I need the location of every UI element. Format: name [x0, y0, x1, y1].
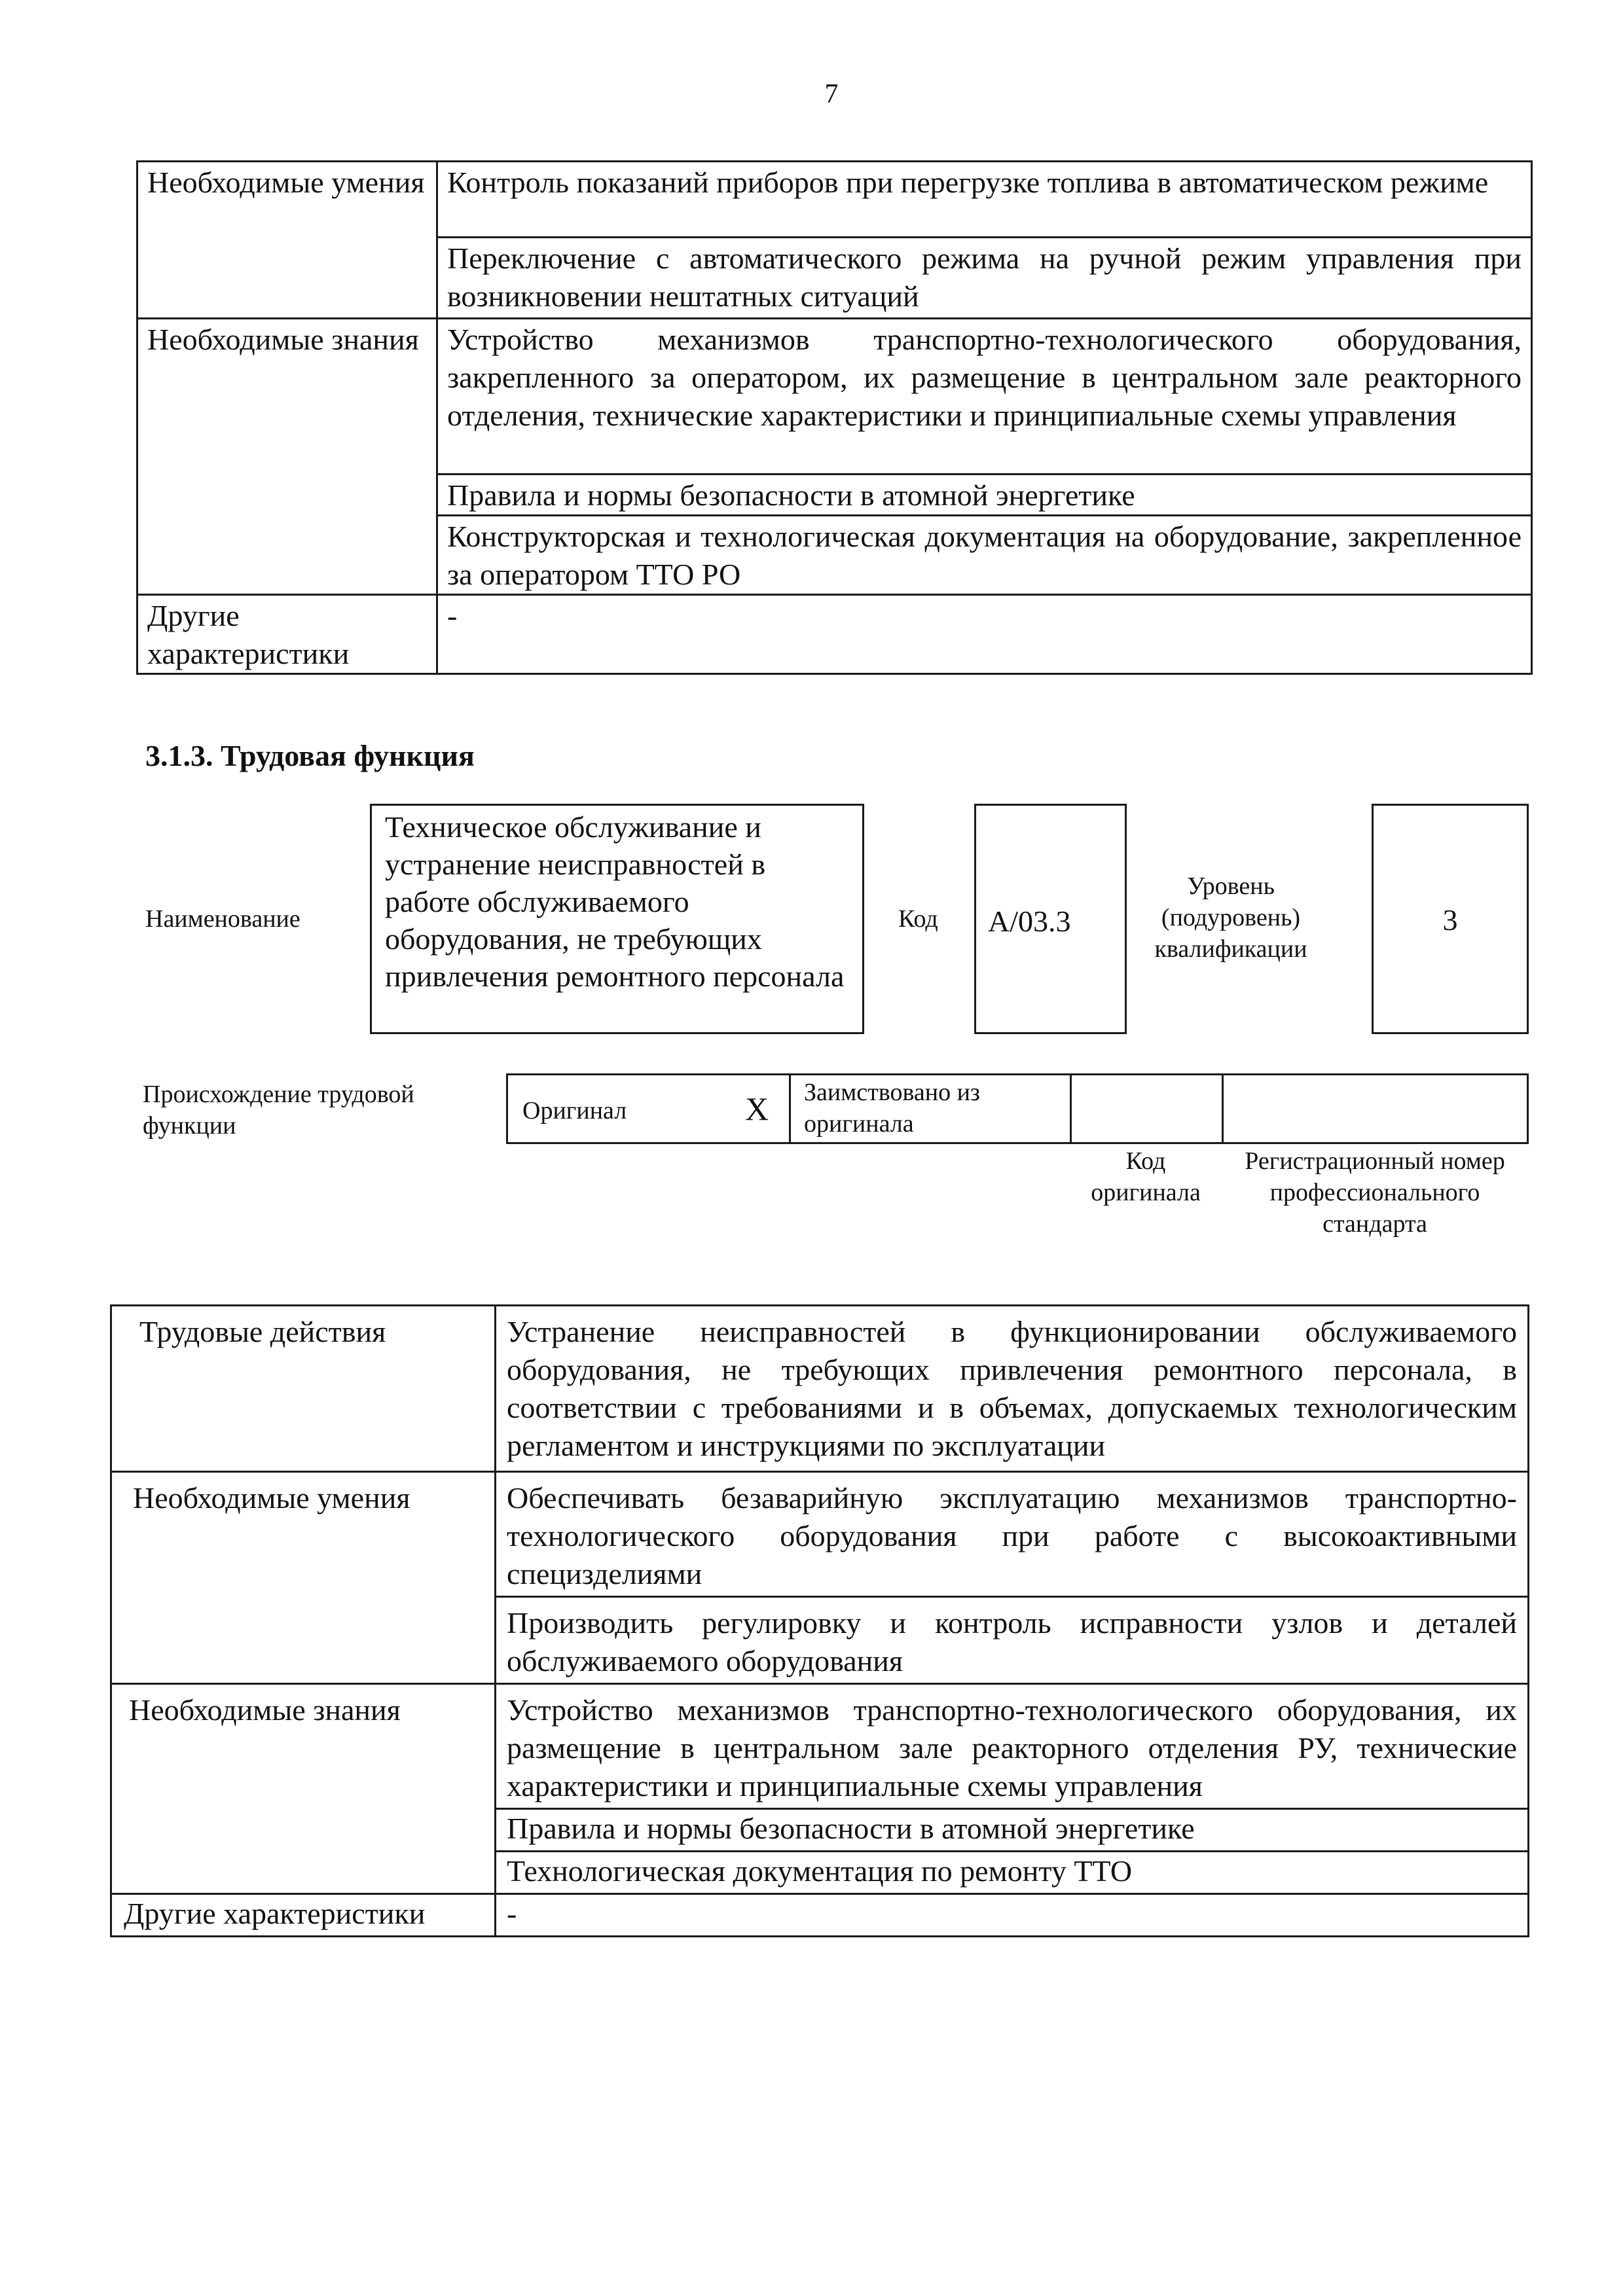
row-item: Технологическая документация по ремонту ТТО — [496, 1852, 1529, 1894]
row-item: Устройство механизмов транспортно-технологического оборудования, закрепленного за оператором, их размещение в центральном зале реакторного отделения, технические характеристики и принципиальные схемы управления — [437, 319, 1532, 475]
table-row — [137, 319, 1532, 475]
row-item: Устройство механизмов транспортно-технологического оборудования, их размещение в центральном зале реакторного отделения РУ, технические характеристики и принципиальные схемы управления — [496, 1684, 1529, 1809]
row-item: Правила и нормы безопасности в атомной энергетике — [496, 1809, 1529, 1852]
origin-reg-cell — [1222, 1073, 1529, 1144]
row-label: Необходимые знания — [111, 1684, 496, 1894]
row-item: Контроль показаний приборов при перегрузке топлива в автоматическом режиме — [437, 162, 1532, 238]
table-row — [111, 1472, 1529, 1597]
function-name: Техническое обслуживание и устранение неисправностей в работе обслуживаемого оборудования, не требующих привлечения ремонтного персонала — [385, 810, 845, 993]
level-value: 3 — [1442, 903, 1458, 937]
row-item: Обеспечивать безаварийную эксплуатацию механизмов транспортно-технологического оборудования при работе с высокоактивными специзделиями — [496, 1472, 1529, 1597]
name-label: Наименование — [145, 905, 301, 933]
bottom-requirements-table — [110, 1304, 1529, 1937]
row-item: Устранение неисправностей в функционировании обслуживаемого оборудования, не требующих привлечения ремонтного персонала, в соответствии с требованиями и в объемах, допускаемых технологическим регламентом и инструкциями по эксплуатации — [496, 1306, 1529, 1472]
origin-code-cell — [1070, 1073, 1224, 1144]
origin-borrowed-cell — [789, 1073, 1072, 1144]
code-box — [974, 804, 1127, 1034]
row-label: Другие характеристики — [137, 595, 437, 674]
row-label: Другие характеристики — [111, 1894, 496, 1937]
row-item: Производить регулировку и контроль исправности узлов и деталей обслуживаемого оборудования — [496, 1597, 1529, 1684]
original-label: Оригинал — [522, 1097, 627, 1124]
reg-caption: Регистрационный номер профессионального стандарта — [1245, 1147, 1505, 1238]
level-box — [1372, 804, 1529, 1034]
row-item: - — [437, 595, 1532, 674]
code-label: Код — [898, 905, 938, 933]
code-value: A/03.3 — [988, 905, 1071, 938]
row-item: Переключение с автоматического режима на ручной режим управления при возникновении нештатных ситуаций — [437, 238, 1532, 319]
row-item: - — [496, 1894, 1529, 1937]
level-label: Уровень (подуровень) квалификации — [1154, 872, 1307, 963]
row-label: Необходимые умения — [137, 162, 437, 319]
function-name-box — [370, 804, 864, 1034]
table-row — [111, 1306, 1529, 1472]
table-row — [137, 595, 1532, 674]
code-caption: Код оригинала — [1091, 1147, 1201, 1206]
row-label: Необходимые знания — [137, 319, 437, 595]
origin-label: Происхождение трудовой функции — [143, 1081, 414, 1139]
borrowed-label: Заимствовано из оригинала — [804, 1079, 980, 1138]
row-item: Правила и нормы безопасности в атомной энергетике — [437, 475, 1532, 516]
section-heading: 3.1.3. Трудовая функция — [145, 739, 475, 772]
table-row — [137, 162, 1532, 238]
row-label: Трудовые действия — [111, 1306, 496, 1472]
table-row — [111, 1894, 1529, 1937]
original-mark: X — [745, 1090, 769, 1127]
top-requirements-table — [136, 160, 1533, 675]
table-row — [111, 1684, 1529, 1809]
origin-original-cell — [506, 1073, 791, 1144]
row-label: Необходимые умения — [111, 1472, 496, 1684]
row-item: Конструкторская и технологическая документация на оборудование, закрепленное за оператором ТТО РО — [437, 516, 1532, 595]
page-number: 7 — [824, 79, 839, 109]
